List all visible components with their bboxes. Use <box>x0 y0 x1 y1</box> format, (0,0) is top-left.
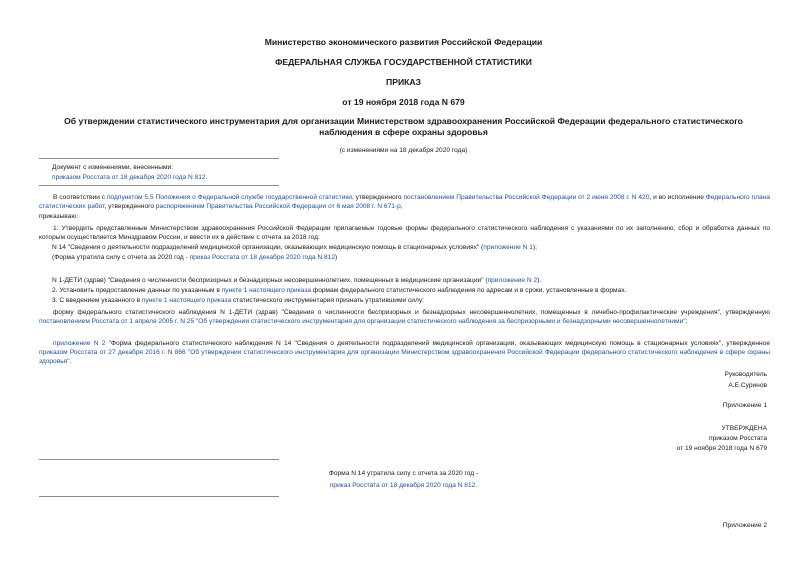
form14-line <box>52 243 537 252</box>
divider <box>39 496 279 497</box>
item3-text: статистического инструментария признать утратившими силу: <box>231 297 424 304</box>
appendix1-label: Приложение 1 <box>722 402 767 409</box>
repeal1-end: ; <box>685 318 688 326</box>
rosstat-order-866-link[interactable]: приказом Росстата от 27 декабря 2016 г. N 866 "Об утверждении статистического инструментария для организации Министерством здравоохранения Российской Федерации федерального статистического наблюдения в сфере охраны здоровья" <box>39 349 770 366</box>
repeal2-paragraph <box>39 339 770 367</box>
preamble-text: , утвержденного <box>351 194 404 201</box>
appendix2-link[interactable]: приложение N 2 <box>487 277 538 284</box>
divider <box>39 185 279 186</box>
preamble-link-plan[interactable]: Федерального плана статистических работ <box>39 194 770 211</box>
preamble-link-regulation[interactable]: подпунктом 5.5 Положения о Федеральной службе государственной статистики <box>106 194 352 201</box>
appendix1-by-order: приказом Росстата <box>709 435 767 442</box>
signature-name: А.Е.Суринов <box>728 382 767 389</box>
appendix2-label: Приложение 2 <box>722 522 767 529</box>
signature-position: Руководитель <box>724 371 767 378</box>
repeal2-text: "Форма федерального статистического наблюдения N 14 "Сведения о деятельности подразделений медицинской организации, оказывающих медицинскую помощь в стационарных условиях", утвержденное <box>105 340 770 347</box>
preamble-text: , утвержденного <box>104 203 156 211</box>
preamble-text: В соответствии с <box>53 194 107 201</box>
form14-note-link[interactable]: приказ Росстата от 18 декабря 2020 года N 812. <box>329 482 478 489</box>
item3-paragraph <box>52 296 424 305</box>
repeal1-text: форму федерального статистического наблюдения N 1-ДЕТИ (здрав) "Сведения о численности беспризорных и безнадзорных несовершеннолетних, помещенных в лечебно-профилактические учреждения", утвержденную <box>53 309 770 316</box>
form14-text: N 14 "Сведения о деятельности подразделений медицинской организации, оказывающих медицинскую помощь в стационарных условиях" ( <box>52 244 484 251</box>
preamble-link-order[interactable]: распоряжением Правительства Российской Федерации от 6 мая 2008 г. N 671-р <box>155 203 401 211</box>
rosstat-resolution-link[interactable]: постановлением Росстата от 1 апреля 2005 г. N 25 "Об утверждении статистического инструментария для организации статистического наблюдения за беспризорными и безнадзорными несовершеннолетними" <box>39 318 686 326</box>
form14-note-line1: Форма N 14 утратила силу с отчета за 2020 год - <box>328 470 479 477</box>
form14-lost-note <box>52 253 337 262</box>
divider <box>39 459 279 460</box>
item3-text: 3. С введением указанного в <box>52 297 142 304</box>
lost-order-link[interactable]: приказ Росстата от 18 декабря 2020 года N 812 <box>189 254 336 261</box>
appendix1-date: от 19 ноября 2018 года N 679 <box>676 445 767 452</box>
form-deti-text: N 1-ДЕТИ (здрав) "Сведения о численности беспризорных и безнадзорных несовершеннолетних, помещенных в медицинские организации" ( <box>52 277 488 284</box>
document-title-line2: наблюдения в сфере охраны здоровья <box>319 127 488 137</box>
item1-reference-link[interactable]: пункте 1 настоящего приказа <box>221 287 311 294</box>
order-word: приказываю: <box>39 213 79 220</box>
ministry-heading: Министерство экономического развития Российской Федерации <box>264 37 543 47</box>
amendment-note: (с изменениями на 18 декабря 2020 года) <box>339 147 468 154</box>
item1-reference-link[interactable]: пункте 1 настоящего приказа <box>141 297 232 304</box>
divider <box>39 158 279 159</box>
document-type: ПРИКАЗ <box>386 77 421 87</box>
lost-end: ) <box>335 254 338 261</box>
form14-end: ); <box>532 244 537 251</box>
form-deti-line <box>52 276 541 285</box>
appendix2-link[interactable]: приложение N 2 <box>53 340 106 347</box>
preamble-paragraph <box>39 193 770 211</box>
changes-link[interactable]: приказом Росстата от 18 декабря 2020 года N 812. <box>52 174 208 181</box>
form-deti-end: ). <box>537 277 542 284</box>
item2-paragraph <box>52 286 626 295</box>
item1-paragraph: 1. Утвердить представленные Министерством здравоохранения Российской Федерации прилагаемые годовые формы федерального статистического наблюдения с указаниями по их заполнению, сбор и обработка данных по которым осуществляется Минздравом России, и ввести их в действие с отчета за 2018 год: <box>39 225 770 242</box>
repeal2-end: . <box>69 358 72 366</box>
item2-text: формам федерального статистического наблюдения по адресам и в сроки, установленные в формах. <box>310 287 627 294</box>
appendix1-approved: УТВЕРЖДЕНА <box>721 425 767 432</box>
lost-text: (Форма утратила силу с отчета за 2020 год - <box>52 254 190 261</box>
service-heading: ФЕДЕРАЛЬНАЯ СЛУЖБА ГОСУДАРСТВЕННОЙ СТАТИСТИКИ <box>275 57 532 67</box>
document-date: от 19 ноября 2018 года N 679 <box>342 97 465 107</box>
changes-label: Документ с изменениями, внесенными: <box>52 164 174 171</box>
document-title-line1: Об утверждении статистического инструментария для организации Министерством здравоохранения Российской Федерации федерального статистического <box>64 116 743 126</box>
preamble-link-decree[interactable]: постановлением Правительства Российской Федерации от 2 июня 2008 г. N 420 <box>403 194 650 201</box>
preamble-text: , <box>400 203 403 211</box>
item2-text: 2. Установить предоставление данных по указанным в <box>52 287 222 294</box>
appendix1-link[interactable]: приложение N 1 <box>483 244 533 251</box>
repeal1-paragraph <box>39 308 770 326</box>
preamble-text: , и во исполнение <box>649 194 706 201</box>
